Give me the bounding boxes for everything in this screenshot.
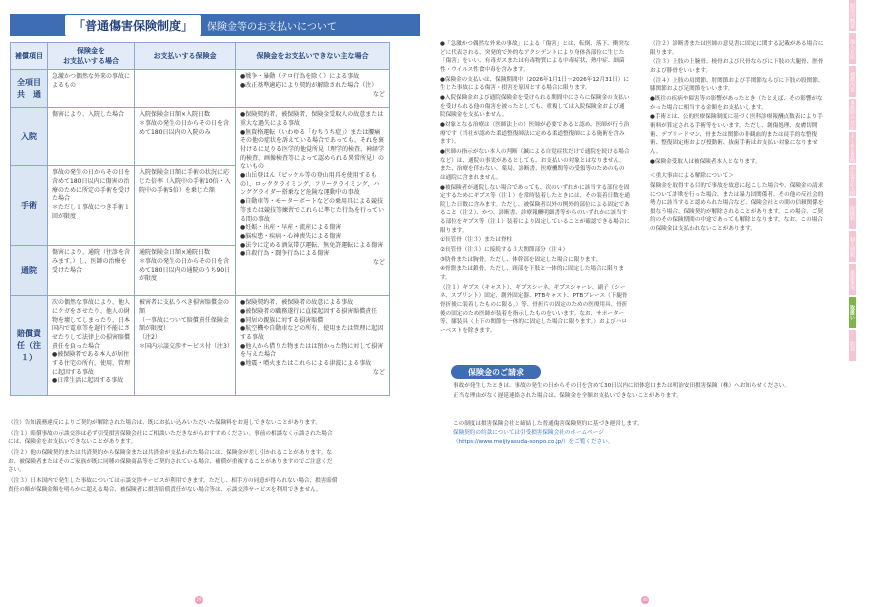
page-title-bar xyxy=(10,14,420,36)
side-tab-2[interactable]: 補償内容 xyxy=(849,66,856,97)
footer-line: この制度は損害保険会社と締結した普通傷害保険契約に基づき運営します。 xyxy=(453,421,643,427)
side-tab-nav xyxy=(849,0,868,607)
footer-text xyxy=(453,420,813,447)
paragraph: ●保険金受取人は被保険者本人となります。 xyxy=(650,158,761,165)
footnote: （注１）賠償事故の示談交渉は必ず引受損害保険会社にご相談いただきながらおすすめください。事前の相談なく示談された場合には、保険金をお支払いできないことがあります。 xyxy=(8,430,333,446)
paragraph: ●「急激かつ偶然な外来の事故」による「傷害」とは、転倒、落下、衝突などに代表される、突発的で外的なアクシデントにより身体各部位に生じた「傷害」をいい、有毒ガスまたは有毒物質による中毒症状、熱中症、細菌性・ウイルス性食中毒を含みます。 xyxy=(440,41,630,73)
page-number-left: 29 xyxy=(196,597,202,602)
table-row xyxy=(11,70,390,108)
right-column-2 xyxy=(650,40,825,235)
header-nopay: 保険金をお支払いできない主な場合 xyxy=(236,43,390,70)
row-category: 全項目共 通 xyxy=(11,70,48,108)
paragraph: ④骨盤または鎖骨。ただし、頸部を下肢と一体的に固定した場合に限ります。 xyxy=(440,266,625,282)
page-title: 「普通傷害保険制度」 xyxy=(65,15,201,36)
page-number-right: 40 xyxy=(642,597,648,602)
paragraph: ●入院保険金および通院保険金を受けられる期間中にさらに保険金の支払いを受けられる他の傷害を被ったとしても、重複しては入院保険金および通院保険金を支払いません。 xyxy=(440,94,630,119)
paragraph: ●対象となる治療は（医師法上の）医師が必要であると認め、医師が行う治療です（当社が認めた柔道整復師法に定める柔道整復師による施術を含みます）。 xyxy=(440,121,630,146)
paragraph: （注１）ギプス（キャスト）、ギプスシーネ、ギプスシャーレ、副子（シーネ、スプリント）固定、創外固定器、PTBキャスト、PTBブレース（下腿骨骨折後に装着したものに限る。）等、骨折片の固定のための医療用具、骨折後の固定のため医師が装着を指示したものをいいます。なお、サポーター等、膝装具（上下の関節を一体的に固定した場合に限ります。）およびハローベストを除きます。 xyxy=(440,284,628,334)
paragraph: ②長管骨（注３）に接続する３大関節部分（注４） xyxy=(440,247,569,254)
row-category: 手術 xyxy=(11,166,48,246)
row-pay: 被害者に支払うべき損害賠償金の額 （一事故について賠償責任保険金額が限度） （注2） ＊国内示談交渉サービス付（注3） xyxy=(135,296,236,396)
row-pay: 入院保険金日額×入院日数 ＊事故の発生の日からその日を含めて180日以内の入院のみ xyxy=(135,108,236,166)
paragraph: ③肋骨または胸骨。ただし、体幹部を固定した場合に限ります。 xyxy=(440,256,602,263)
page-subtitle: 保険金等のお支払いについて xyxy=(207,21,337,33)
paragraph: ●医師の指示がない本人の判断（鍼による自覚症状だけで通院を続ける場合など）は、通院の事実があるとしても、お支払いの対象とはなりません。また、治療を伴わない、薬局、診断書、医療機関等の受領等のためのものは通院に含まれません。 xyxy=(440,148,630,181)
paragraph: （注２）診断書または医師の意見書に固定に関する記載がある場合に限ります。 xyxy=(650,41,824,56)
side-tab-9[interactable]: 取扱い xyxy=(849,297,856,328)
side-tab-6[interactable]: 保険料 xyxy=(849,198,856,229)
paragraph: ①長管骨（注３）または脊柱 xyxy=(440,237,513,244)
row-category: 賠償責任（注１） xyxy=(11,296,48,396)
footnote: （注）告知義務違反によりご契約が解除された場合は、既にお払い込みいただいた保険料をお返しできないことがあります。 xyxy=(8,420,321,426)
table-row xyxy=(11,296,390,396)
table-header-row xyxy=(11,43,390,70)
side-tab-7[interactable]: 個人情報 xyxy=(849,231,856,262)
row-nopay xyxy=(236,296,390,396)
paragraph: ●保険金の支払いは、保険期間中（2026年1月1日〜2026年12月31日）に生じた事故による傷害・損害を原因とする場合に限ります。 xyxy=(440,76,629,92)
paragraph: ＜重大事由による解除について＞ xyxy=(650,173,734,180)
row-case: 事故の発生の日からその日を含めて180日以内に傷害の治療のために所定の手術を受けた場合 ＊ただし１事故につき手術１回が限度 xyxy=(48,166,135,246)
paragraph: ●手術とは、公的医療保険制度に基づく医科診療報酬点数表により手術料が算定される手術等をいいます。ただし、創傷処理、皮膚切開術、デブリードマン、骨または関節の非観血的または徒手的な整復術、整復固定術および授動術、抜歯手術はお支払い対象になりません。 xyxy=(650,114,823,155)
claim-line: 事故が発生したときは、事故の発生の日からその日を含めて30日以内に団体窓口または明治安田損害保険（株）へお知らせください。 xyxy=(453,383,790,389)
row-case: 傷害により、通院（往診を含みます。）し、医師の治療を受けた場合 xyxy=(48,246,135,296)
row-case: 急激かつ偶然な外来の事故によるもの xyxy=(48,70,135,108)
row-case: 次の偶然な事故により、他人にケガをさせたり、他人の財物を壊してしまったり、日本国内で電車等を遅行不能にさせたりして法律上の損害賠償責任を負った場合 ●被保険者である本人が居住する住宅の所有、使用、管理に起因する事故 ●日常生活に起因する事故 xyxy=(48,296,135,396)
row-nopay-text: ●戦争・暴動（テロ行為を除く）による事故 ●改正基準適応により契約が解除された場合（注） xyxy=(240,73,378,89)
header-case: 保険金を お支払いする場合 xyxy=(48,43,135,70)
benefits-table xyxy=(10,42,390,396)
paragraph: ●被保険者が通院しない場合であっても、次のいずれかに該当する部位を固定するためにギプス等（注１）を常時装着したときには、その装着日数を通院した日数に含みます。ただし、被保険者以外の例外的部位による固定であること（注２）、かつ、診断書、診療報酬明細書等からのいずれかに該当する部位をギプス等（注１）装着により固定していることが確認できる場合に限ります。 xyxy=(440,184,630,234)
row-nopay-text: ●保険契約者、被保険者、保険金受取人の故意または重大な過失による事故 ●無資格運転（いわゆる「むちうち症」）または腰痛その他の症状を訴えている場合であっても、それを裏付けるに足りる医学的他覚所見（理学的検査、神経学的検査、画像検査等によって認められる異常所見）のないもの ●山岳登はん（ピッケル等の登山用具を使用するもの）、ロッククライミング、フリークライミング、ハンググライダー搭乗など危険な運動中の事故 ●自動車等・モーターボートなどの乗用具による競技等または競技等練習でこれらに準じた行為を行っている間の事故 ●妊娠・出産・早産・流産による傷害 ●脳疾患・疾病・心神喪失による傷害 ●法令に定める酒気帯び運転、無免許運転による傷害 ●自殺行為・闘争行為による傷害 xyxy=(240,111,385,258)
row-pay: 入院保険金日額に手術の状況に応じた倍率（入院中の手術10倍・入院中の手術5倍）を乗じた額 xyxy=(135,166,236,246)
row-nopay xyxy=(236,70,390,108)
side-tab-8[interactable]: 重要事項 xyxy=(849,264,856,295)
side-tab-3[interactable]: 事故時の対応 xyxy=(849,99,855,130)
right-column-1 xyxy=(440,40,630,337)
row-nado: など xyxy=(372,368,385,376)
footer-link[interactable]: （https://www.meijiyasuda-sonpo.co.jp/）をご覧ください。 xyxy=(453,438,614,445)
claim-line: 正当な理由がなく遅延連絡された場合は、保険金を全額お支払いできないことがあります。 xyxy=(453,392,682,399)
side-tab-1[interactable]: 加入方法 xyxy=(849,33,856,64)
footnote: （注３）日本国内で発生した事故については示談交渉サービスが利用できます。ただし、相手方の同意が得られない場合、損害賠償責任の額が保険金額を明らかに超える場合、被保険者に損害賠償責任がない場合等は、示談交渉サービスを利用できません。 xyxy=(8,477,338,493)
row-nado: など xyxy=(372,90,385,98)
side-tab-4[interactable]: よくある質問 xyxy=(849,132,855,163)
side-tab-0[interactable]: 制度の概要 xyxy=(849,0,856,31)
paragraph: （注４）上肢の肩関節、肘関節および手関節ならびに下肢の股関節、膝関節および足関節をいいます。 xyxy=(650,77,824,93)
paragraph: 保険金を取得する目的で事故を故意に起こした場合や、保険金の請求について詐欺を行った場合、または暴力団関係者、その他の反社会的勢力に該当すると認められた場合など、保険会社との間の信頼関係を損なう場合、保険契約が解除されることがあります。この場合、ご契約のその保険期間の中途であっても解除となります。なお、この場合の保険金は支払われないことがあります。 xyxy=(650,182,824,233)
footnotes xyxy=(8,419,338,496)
side-tab-5[interactable]: 申込書記入例 xyxy=(849,165,855,196)
row-nopay-text: ●保険契約者、被保険者の故意による事故 ●被保険者の職務遂行に直接起因する損害賠償責任 ●同居の親族に対する損害賠償 ●航空機や自動車などの所有、使用または管理に起因する事故 ●他人から借りた物またはは預かった物に対して損害を与えた場合 ●地震・噴火またはこれらによる津波による事故 xyxy=(240,299,384,368)
paragraph: （注３）上肢の上腕骨、橈骨および尺骨ならびに下肢の大腿骨、脛骨および腓骨をいいます。 xyxy=(650,59,824,74)
footnote: （注２）他の保険契約または共済契約から保険金または共済金が支払われた場合には、保険金が差し引かれることがあります。なお、被保険者またはそのご家族が既に同種の保険商品等をご契約されている場合、補償が重複することがありますのでご注意ください。 xyxy=(8,449,333,474)
side-tab-10[interactable]: 約款 xyxy=(849,330,856,361)
claim-heading: 保険金のご請求 xyxy=(451,365,541,379)
row-pay xyxy=(135,70,236,108)
header-pay: お支払いする保険金 xyxy=(135,43,236,70)
paragraph: ●既往の疾病や障害等の影響があったとき（たとえば、その影響がなかった場合に相当する金額をお支払いします。 xyxy=(650,95,823,111)
row-case: 傷害により、入院した場合 xyxy=(48,108,135,166)
claim-text xyxy=(453,382,813,402)
table-row xyxy=(11,108,390,166)
row-category: 入院 xyxy=(11,108,48,166)
row-nado: など xyxy=(372,258,385,266)
row-pay: 通院保険金日額×通院日数 ＊事故の発生の日からその日を含めて180日以内の通院のうち90日が限度 xyxy=(135,246,236,296)
row-category: 通院 xyxy=(11,246,48,296)
row-nopay xyxy=(236,108,390,296)
footer-line: 保険契約の約款については引受損害保険会社のホームページ xyxy=(453,429,604,436)
header-category: 補償項目 xyxy=(11,43,48,70)
